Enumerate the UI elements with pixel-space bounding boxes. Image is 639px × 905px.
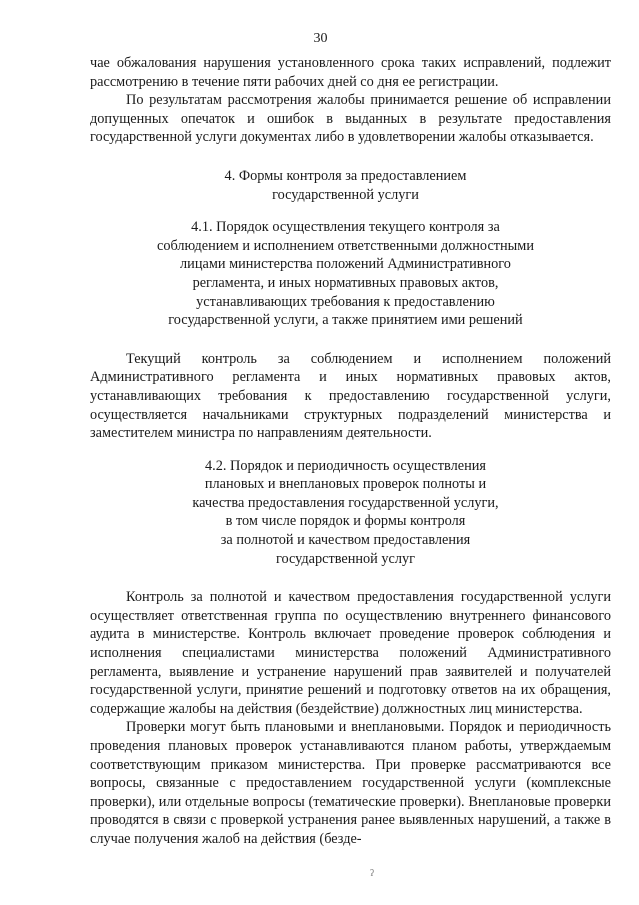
paragraph-inspections: Проверки могут быть плановыми и внеплановыми. Порядок и периодичность проведения плановых проверок устанавливаются планом работы, утверждаемым соответствующим приказом министерства. При проверке рассматриваются все вопросы, связанные с предоставлением государственной услуги (комплексные проверки), или отдельные вопросы (тематические проверки). Внеплановые проверки проводятся в связи с проверкой устранения ранее выявленных нарушений, а также в случае получения жалоб на действия (безде-: [90, 719, 611, 847]
page-number: 30: [313, 31, 328, 46]
heading-line: регламента, и иных нормативных правовых актов,: [192, 274, 499, 291]
heading-line: в том числе порядок и формы контроля: [225, 513, 466, 530]
heading-line: устанавливающих требования к предоставлению: [196, 293, 495, 310]
heading-line: соблюдением и исполнением ответственными должностными: [156, 237, 534, 254]
paragraph-quality-control: Контроль за полнотой и качеством предоставления государственной услуги осуществляет ответственная группа по осуществлению внутреннего финансового аудита в министерстве. Контроль включает проведение проверок соблюдения и исполнения специалистами министерства положений Административного регламента, выявление и устранение нарушений прав заявителей и получателей государственной услуги, принятие решений и подготовку ответов на их обращения, содержащие жалобы на действия (бездействие) должностных лиц министерства.: [90, 589, 611, 717]
heading-line: плановых и внеплановых проверок полноты и: [204, 476, 487, 493]
heading-line: государственной услуг: [275, 550, 416, 567]
section-heading-4-1: [80, 218, 611, 330]
paragraph-complaint-deadline: чае обжалования нарушения установленного срока таких исправлений, подлежит рассмотрению в течение пяти рабочих дней со дня ее регистрации.: [90, 55, 611, 90]
section-heading-4: [80, 167, 611, 204]
heading-line: качества предоставления государственной услуги,: [192, 494, 499, 511]
heading-line: лицами министерства положений Административного: [180, 256, 511, 273]
paragraph-current-control: Текущий контроль за соблюдением и исполнением положений Административного регламента и иных нормативных правовых актов, устанавливающих требования к предоставлению государственной услуги, осуществляется начальниками структурных подразделений министерства и заместителем министра по направлениям деятельности.: [90, 350, 611, 442]
paragraph-complaint-decision: По результатам рассмотрения жалобы принимается решение об исправлении допущенных опечаток и ошибок в выданных в результате предоставления государственной услуги документах либо в удовлетворении жалобы отказывается.: [90, 92, 611, 146]
section-heading-4-2: [80, 457, 611, 569]
heading-line: государственной услуги: [272, 186, 419, 203]
heading-line: 4. Формы контроля за предоставлением: [224, 167, 467, 184]
heading-line: государственной услуги, а также принятием ими решений: [168, 312, 523, 329]
scan-mark: ʔ: [370, 868, 374, 878]
heading-line: 4.2. Порядок и периодичность осуществления: [205, 457, 486, 474]
heading-line: за полнотой и качеством предоставления: [220, 532, 471, 549]
heading-line: 4.1. Порядок осуществления текущего контроля за: [191, 219, 500, 236]
